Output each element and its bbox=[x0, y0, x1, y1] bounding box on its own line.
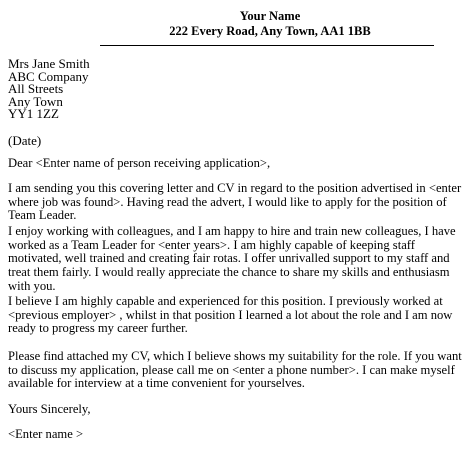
body-paragraph: I enjoy working with colleagues, and I am happy to hire and train new colleagues, I have worked as a Team Leader for <enter years>. I am highly capable of keeping staff motivated, well trained and creating fair rotas. I offer unrivalled support to my staff and treat them fairly. I would really appreciate the chance to share my skills and enthusiasm with you. bbox=[8, 224, 456, 293]
recipient-line: All Streets bbox=[8, 81, 64, 96]
body-paragraph: Please find attached my CV, which I believe shows my suitability for the role. If you want to discuss my application, please call me on <enter a phone number>. I can make myself available for interview at a time convenient for yourselves. bbox=[8, 349, 462, 391]
recipient-line: Mrs Jane Smith bbox=[8, 56, 90, 71]
closing: Yours Sincerely, bbox=[8, 402, 91, 416]
signature-placeholder: <Enter name > bbox=[8, 427, 84, 441]
body-paragraph: I am sending you this covering letter and CV in regard to the position advertised in <enter where job was found>. Having read the advert, I would like to apply for the position of Team Leader. bbox=[8, 181, 462, 223]
sender-name: Your Name bbox=[239, 9, 301, 23]
recipient-address bbox=[8, 58, 90, 121]
recipient-line: ABC Company bbox=[8, 68, 89, 84]
body-paragraph: I believe I am highly capable and experienced for this position. I previously worked at <previous employer> , whilst in that position I learned a lot about the role and I am now ready to progress my career further. bbox=[8, 294, 453, 336]
header-divider bbox=[100, 45, 434, 46]
recipient-line: YY1 1ZZ bbox=[8, 106, 59, 121]
letter-date: (Date) bbox=[8, 133, 42, 148]
recipient-line: Any Town bbox=[8, 93, 63, 109]
salutation: Dear <Enter name of person receiving application>, bbox=[8, 156, 271, 170]
sender-address: 222 Every Road, Any Town, AA1 1BB bbox=[169, 24, 371, 38]
